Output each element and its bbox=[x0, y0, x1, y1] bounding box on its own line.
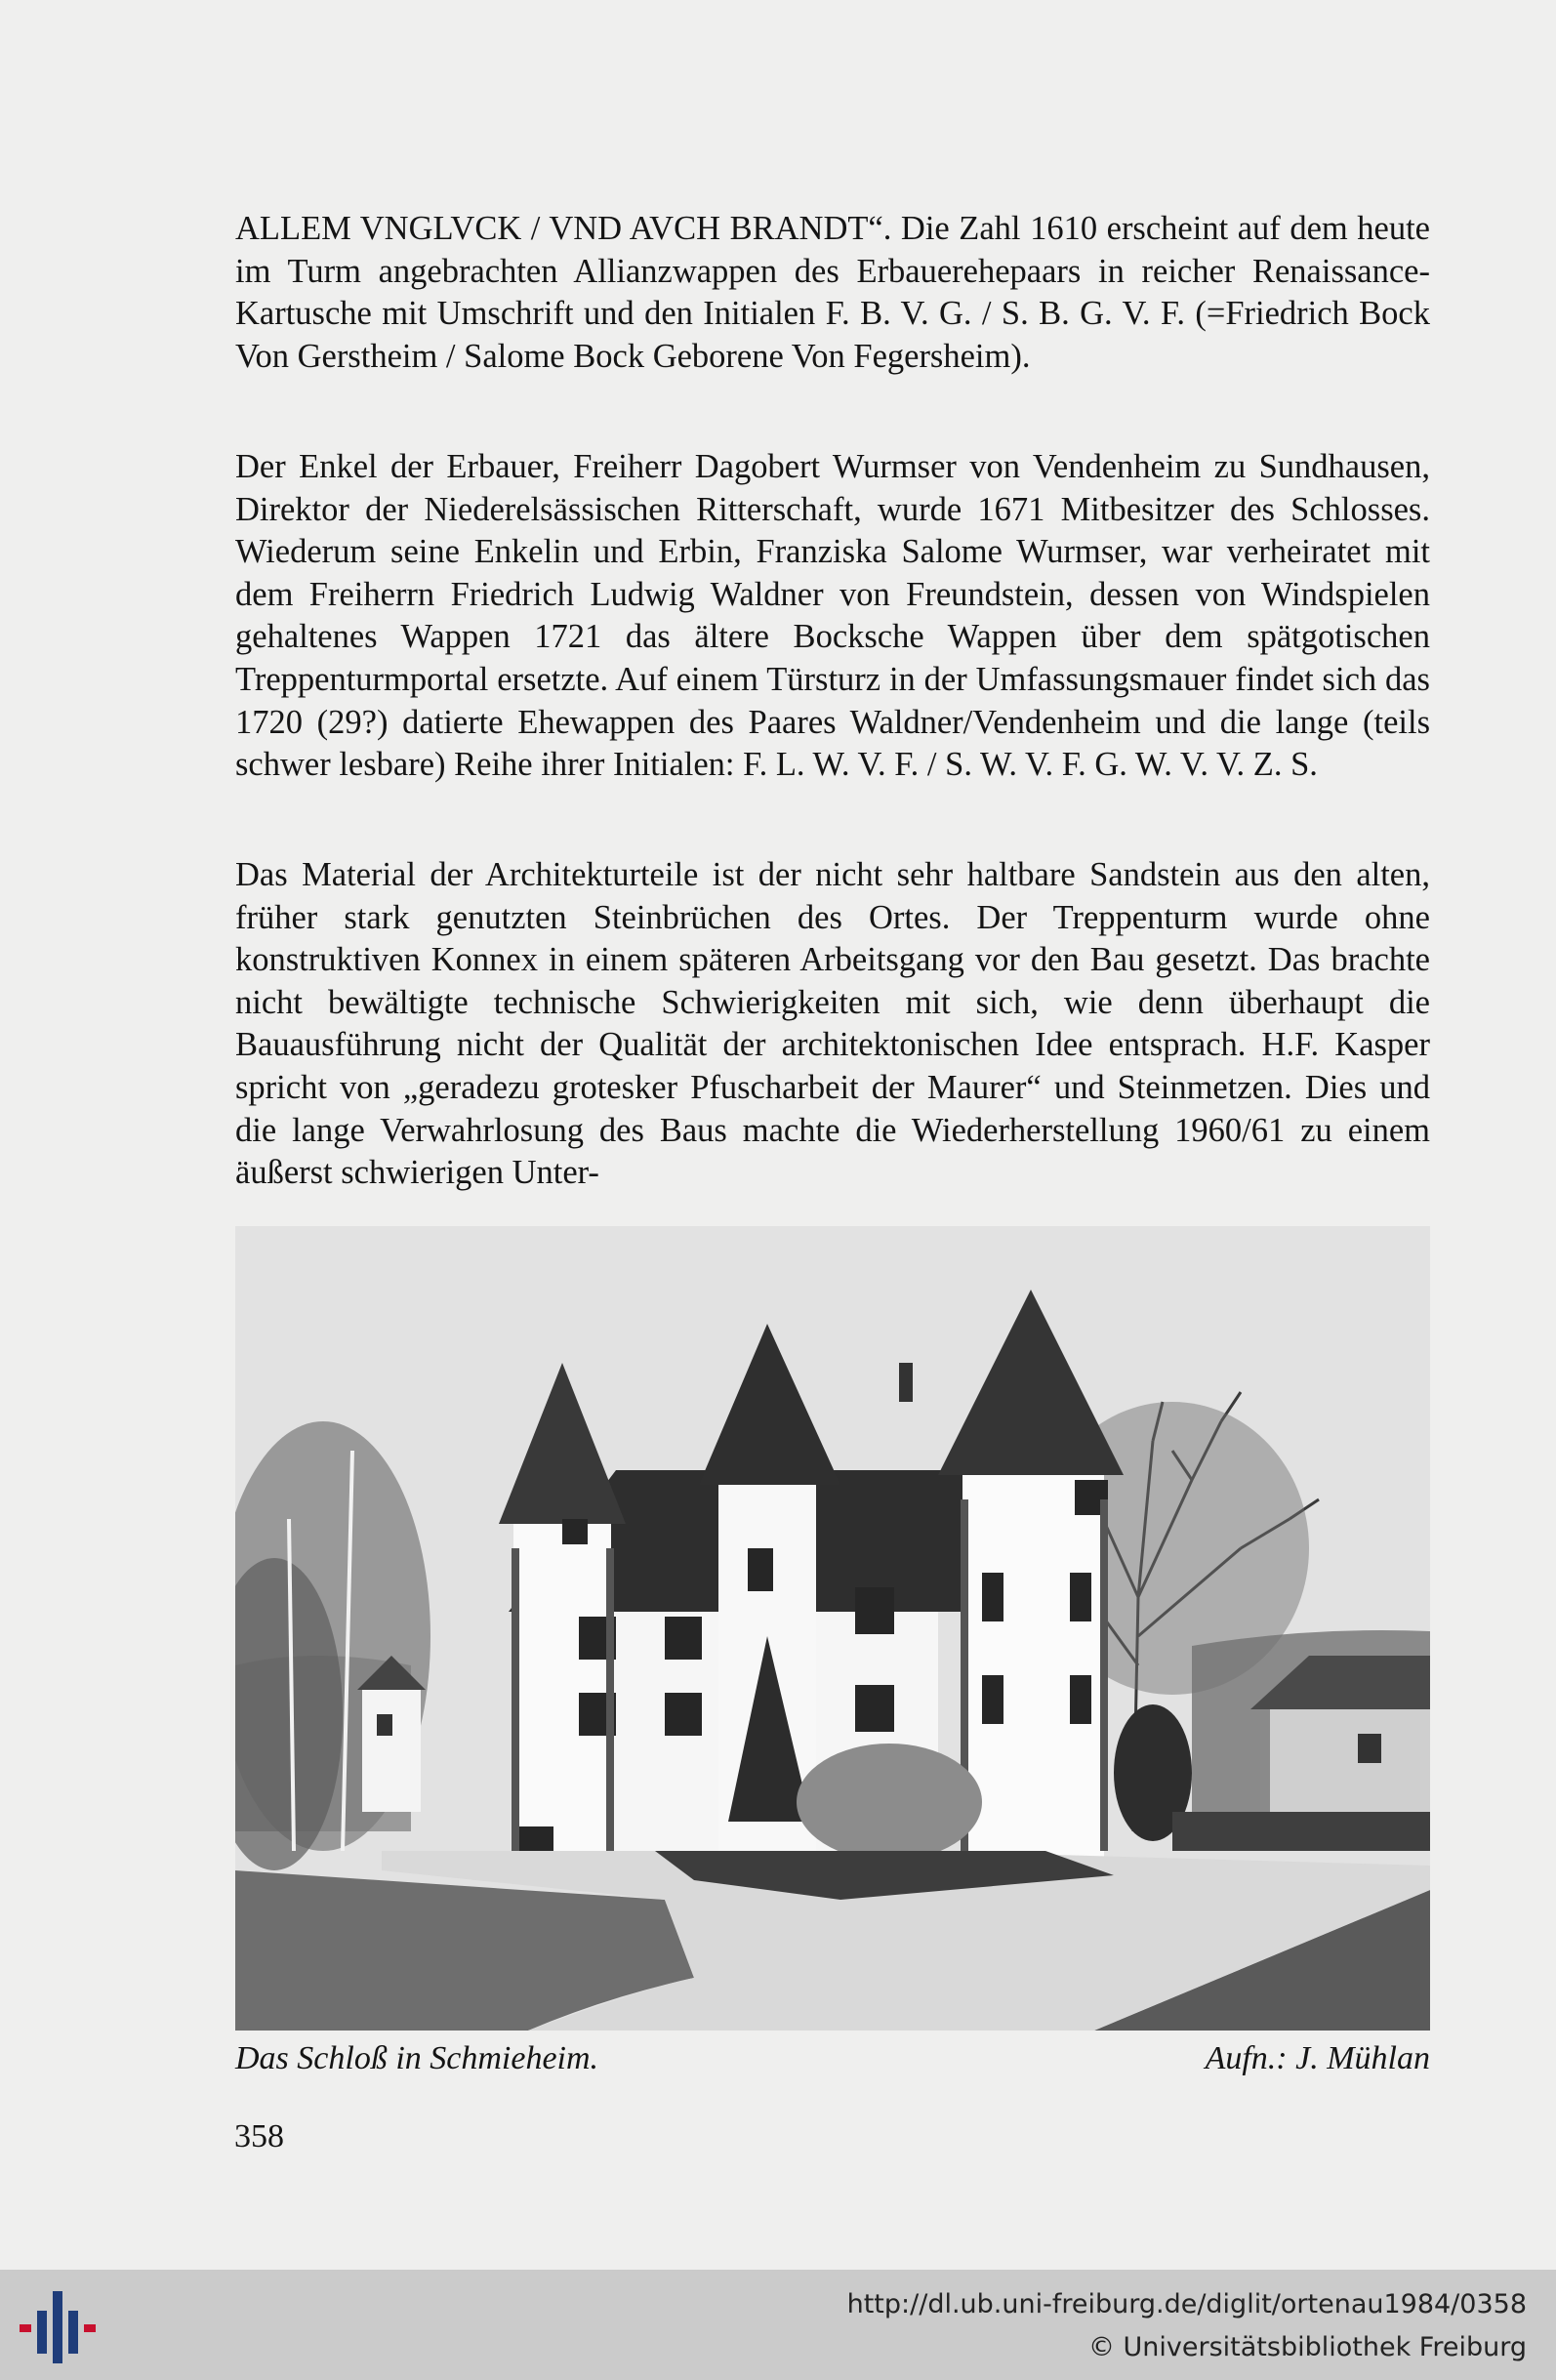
paragraph-3: Das Material der Architekturteile ist der nicht sehr haltbare Sandstein aus den alten, früher stark genutzten Steinbrüchen des Ortes. Der Treppenturm wurde ohne konstruktiven Konnex in einem späteren Arbeitsgang vor den Bau gesetzt. Das brachte nicht bewältigte technische Schwierigkeiten mit sich, wie denn überhaupt die Bauausführung nicht der Qualität der architektonischen Idee entsprach. H.F. Kasper spricht von „geradezu grotesker Pfuscharbeit der Maurer“ und Steinmetzen. Dies und die lange Verwahrlosung des Baus machte die Wiederherstellung 1960/61 zu einem äußerst schwierigen Unter- bbox=[235, 856, 1430, 1192]
photo-credit: Aufn.: J. Mühlan bbox=[1205, 2040, 1430, 2076]
footer-bar bbox=[0, 2270, 1556, 2380]
paragraph-2: Der Enkel der Erbauer, Freiherr Dagobert Wurmser von Vendenheim zu Sundhausen, Direktor der Niederelsässischen Ritterschaft, wurde 1671 Mitbesitzer des Schlosses. Wiederum seine Enkelin und Erbin, Franziska Salome Wurmser, war verheiratet mit dem Freiherrn Friedrich Ludwig Waldner von Freundstein, dessen von Windspielen gehaltenes Wappen 1721 das ältere Bocksche Wappen über dem spätgotischen Treppenturmportal ersetzte. Auf einem Türsturz in der Umfassungsmauer findet sich das 1720 (29?) datierte Ehewappen des Paares Waldner/Vendenheim und die lange (teils schwer lesbare) Reihe ihrer Initialen: F. L. W. V. F. / S. W. V. F. G. W. V. V. Z. S. bbox=[235, 448, 1430, 784]
footer-copyright: © Universitätsbibliothek Freiburg bbox=[1087, 2332, 1527, 2362]
footer-url-link[interactable]: http://dl.ub.uni-freiburg.de/diglit/ortenau1984/0358 bbox=[846, 2289, 1527, 2319]
castle-photograph bbox=[235, 1226, 1430, 2031]
figure-caption: Das Schloß in Schmieheim. bbox=[235, 2040, 599, 2076]
page-number: 358 bbox=[234, 2118, 284, 2154]
ub-freiburg-logo-icon bbox=[18, 2285, 100, 2367]
paragraph-1: ALLEM VNGLVCK / VND AVCH BRANDT“. Die Zahl 1610 erscheint auf dem heute im Turm angebrachten Allianzwappen des Erbauerehepaars in reicher Renaissance-Kartusche mit Umschrift und den Initialen F. B. V. G. / S. B. G. V. F. (=Friedrich Bock Von Gerstheim / Salome Bock Geborene Von Fegersheim). bbox=[235, 210, 1430, 375]
